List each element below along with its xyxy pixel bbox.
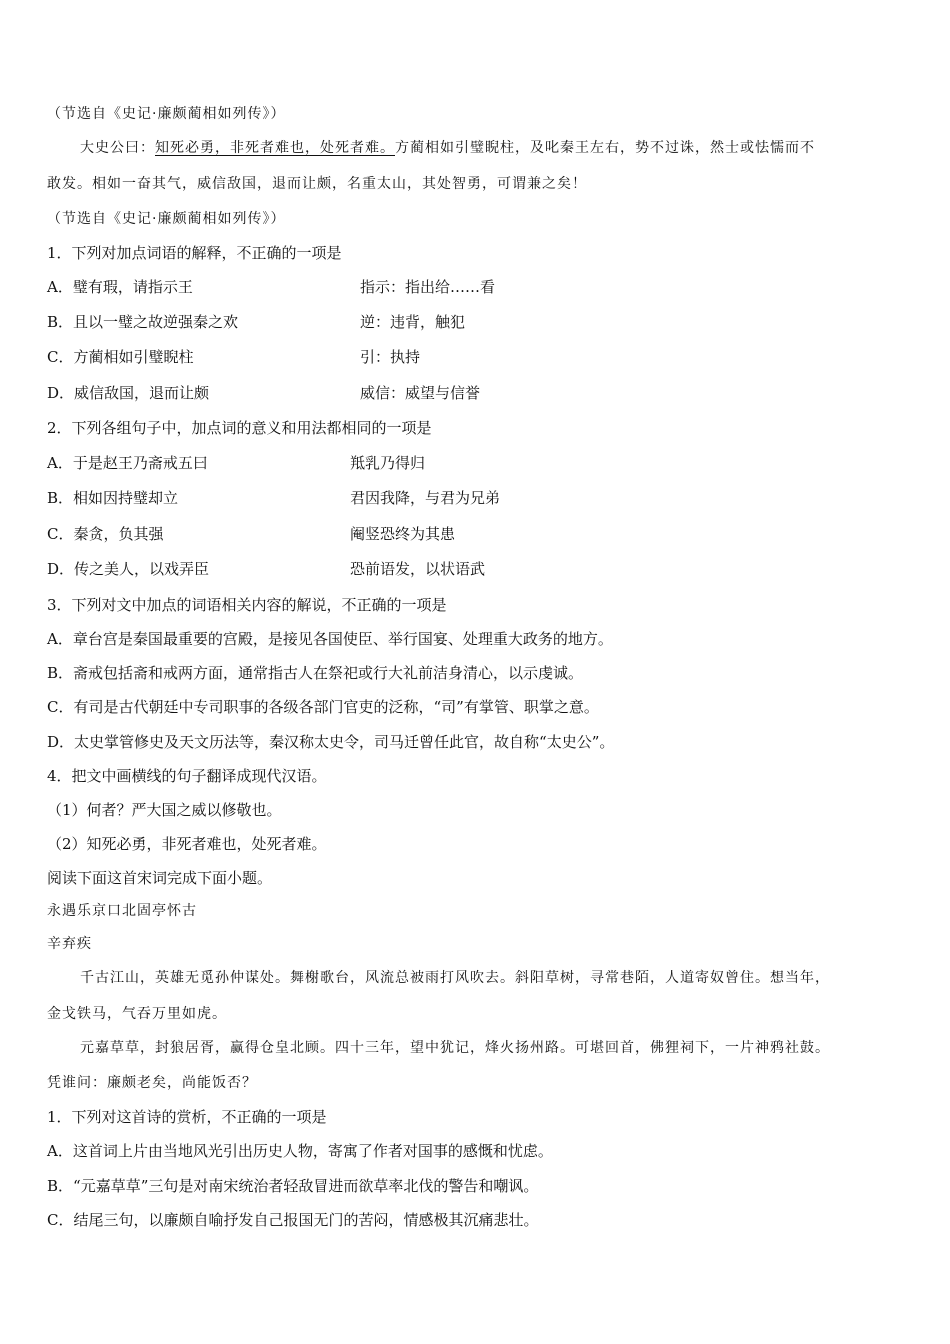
underlined-sentence: 知死必勇，非死者难也，处死者难。	[155, 140, 395, 156]
source-note: （节选自《史记·廉颇蔺相如列传》）	[47, 106, 286, 122]
poem-stanza-1-line-1: 千古江山，英雄无觅孙仲谋处。舞榭歌台，风流总被雨打风吹去。斜阳草树，寻常巷陌，人道寄奴曾住。想当年，	[80, 970, 830, 986]
option-a-text: A．璧有瑕，请指示王	[47, 278, 193, 296]
option-b: B．“元嘉草草”三句是对南宋统治者轻敌冒进而欲草率北伐的警告和嘲讽。	[47, 1177, 539, 1195]
option-a: A．这首词上片由当地风光引出历史人物，寄寓了作者对国事的感慨和忧虑。	[47, 1142, 553, 1160]
option-c-text: C．方蔺相如引璧睨柱	[47, 348, 194, 366]
poem-stanza-2-line-2: 凭谁问：廉颇老矣，尚能饭否？	[47, 1075, 257, 1091]
option-d: D．太史掌管修史及天文历法等，秦汉称太史令，司马迁曾任此官，故自称“太史公”。	[47, 733, 615, 751]
option-a-gloss: 指示：指出给……看	[360, 278, 496, 296]
option-c-pair: 阉竖恐终为其患	[350, 525, 456, 543]
poem-stanza-1-line-2: 金戈铁马，气吞万里如虎。	[47, 1006, 227, 1022]
commentary-line-2: 敢发。相如一奋其气，威信敌国，退而让颇，名重太山，其处智勇，可谓兼之矣！	[47, 176, 587, 192]
option-b-pair: 君因我降，与君为兄弟	[350, 489, 501, 507]
question-stem: 3．下列对文中加点的词语相关内容的解说，不正确的一项是	[47, 596, 447, 614]
option-d-gloss: 威信：威望与信誉	[360, 384, 481, 402]
commentary-line-1	[80, 138, 815, 158]
option-b: B．斋戒包括斋和戒两方面，通常指古人在祭祀或行大礼前洁身清心，以示虔诚。	[47, 664, 584, 682]
source-note: （节选自《史记·廉颇蔺相如列传》）	[47, 211, 286, 227]
option-b-gloss: 逆：违背，触犯	[360, 313, 466, 331]
option-d-text: D．传之美人，以戏弄臣	[47, 560, 210, 578]
option-c-gloss: 引：执持	[360, 348, 421, 366]
translation-item-1: （1）何者？严大国之威以修敬也。	[47, 801, 282, 819]
option-c: C．有司是古代朝廷中专司职事的各级各部门官吏的泛称，“司”有掌管、职掌之意。	[47, 698, 599, 716]
option-d-text: D．威信敌国，退而让颇	[47, 384, 210, 402]
commentary-prefix: 大史公曰：	[80, 140, 155, 156]
option-a-text: A．于是赵王乃斋戒五曰	[47, 454, 208, 472]
option-b-text: B．相如因持璧却立	[47, 489, 179, 507]
option-c-text: C．秦贪，负其强	[47, 525, 164, 543]
option-a-pair: 羝乳乃得归	[350, 454, 426, 472]
poem-author: 辛弃疾	[47, 936, 92, 952]
question-stem: 1．下列对这首诗的赏析，不正确的一项是	[47, 1108, 327, 1126]
option-c: C．结尾三句，以廉颇自喻抒发自己报国无门的苦闷，情感极其沉痛悲壮。	[47, 1211, 539, 1229]
option-b-text: B．且以一璧之故逆强秦之欢	[47, 313, 239, 331]
question-stem: 4．把文中画横线的句子翻译成现代汉语。	[47, 767, 327, 785]
translation-item-2: （2）知死必勇，非死者难也，处死者难。	[47, 835, 327, 853]
poem-title: 永遇乐京口北固亭怀古	[47, 903, 197, 919]
question-stem: 2．下列各组句子中，加点词的意义和用法都相同的一项是	[47, 419, 432, 437]
option-a: A．章台宫是秦国最重要的宫殿，是接见各国使臣、举行国宴、处理重大政务的地方。	[47, 630, 613, 648]
commentary-rest: 方蔺相如引璧睨柱，及叱秦王左右，势不过诛，然士或怯懦而不	[395, 140, 815, 156]
poem-stanza-2-line-1: 元嘉草草，封狼居胥，赢得仓皇北顾。四十三年，望中犹记，烽火扬州路。可堪回首，佛狸祠下，一片神鸦社鼓。	[80, 1040, 830, 1056]
question-stem: 1．下列对加点词语的解释，不正确的一项是	[47, 244, 342, 262]
section-intro: 阅读下面这首宋词完成下面小题。	[47, 869, 273, 887]
option-d-pair: 恐前语发，以状语武	[350, 560, 486, 578]
